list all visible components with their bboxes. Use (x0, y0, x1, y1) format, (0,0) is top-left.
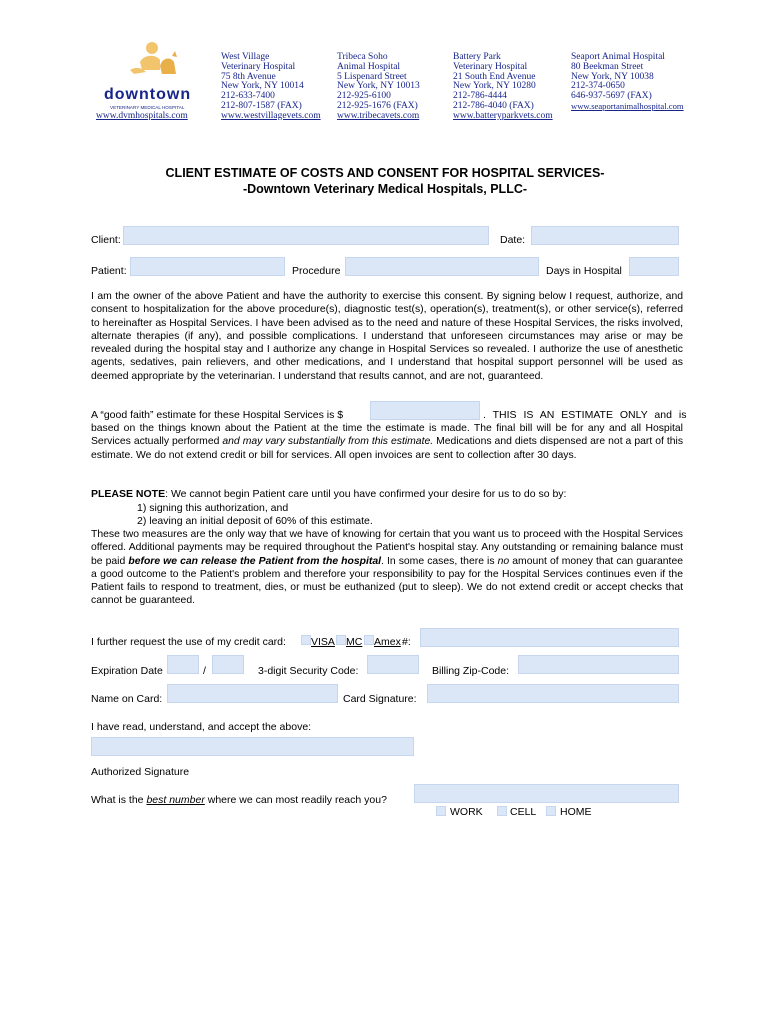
location-west-village (221, 53, 321, 122)
please-note (91, 488, 566, 500)
logo-subtitle: VETERINARY MEDICAL HOSPITAL (110, 105, 185, 110)
visa-checkbox[interactable] (301, 635, 311, 645)
best-number-field[interactable] (414, 784, 679, 803)
estimate-text: Medications and diets dispensed are not a part of this estimate. We do not extend credit or bill for services. All open invoices are sent to collection after 30 days. (91, 436, 684, 461)
location-line: New York, NY 10014 (221, 81, 304, 92)
location-line: Seaport Animal Hospital (571, 52, 665, 62)
estimate-label-end: . THIS IS AN ESTIMATE ONLY and is (483, 409, 687, 421)
location-line: New York, NY 10280 (453, 81, 536, 92)
location-line: New York, NY 10038 (571, 71, 654, 82)
note-paragraph (91, 528, 683, 608)
note-text: . In some cases, there is (381, 555, 498, 567)
card-number-label: #: (402, 636, 411, 648)
procedure-field[interactable] (345, 257, 539, 276)
logo (96, 40, 198, 110)
amex-label: Amex (374, 636, 401, 648)
location-tribeca (337, 53, 420, 122)
cell-label: CELL (510, 806, 537, 818)
location-url[interactable]: www.seaportanimalhospital.com (571, 100, 684, 111)
location-line: 212-786-4040 (FAX) (453, 100, 534, 111)
location-line: West Village (221, 52, 270, 62)
estimate-label: A “good faith” estimate for these Hospital Services is $ (91, 409, 344, 421)
question-emphasis: best number (146, 794, 205, 806)
location-line: Battery Park (453, 52, 501, 62)
patient-label: Patient: (91, 265, 127, 277)
days-in-hospital-label: Days in Hospital (546, 265, 622, 277)
name-on-card-field[interactable] (167, 684, 338, 703)
note-bold-text: before we can release the Patient from the hospital (128, 555, 382, 567)
card-signature-label: Card Signature: (343, 693, 417, 705)
billing-zip-field[interactable] (518, 655, 679, 674)
work-checkbox[interactable] (436, 806, 446, 816)
days-in-hospital-field[interactable] (629, 257, 679, 276)
estimate-amount-field[interactable] (370, 401, 480, 420)
name-on-card-label: Name on Card: (91, 693, 163, 705)
security-code-field[interactable] (367, 655, 419, 674)
best-number-question (91, 794, 387, 806)
acceptance-signature-field[interactable] (91, 737, 414, 756)
location-line: Tribeca Soho (337, 52, 388, 62)
please-note-label: PLEASE NOTE (91, 488, 166, 500)
billing-zip-label: Billing Zip-Code: (432, 665, 510, 677)
security-code-label: 3-digit Security Code: (258, 665, 359, 677)
estimate-text: based on the things known about the Patient at the time the estimate is made. The final bill will be for any and all Hospital Services actually performed (91, 423, 683, 448)
mc-checkbox[interactable] (336, 635, 346, 645)
page-title: CLIENT ESTIMATE OF COSTS AND CONSENT FOR HOSPITAL SERVICES- (165, 166, 605, 180)
location-line: 646-937-5697 (FAX) (571, 91, 652, 102)
logo-name: downtown (104, 86, 192, 103)
client-label: Client: (91, 234, 121, 246)
location-url[interactable]: www.tribecavets.com (337, 110, 420, 121)
note-item-1: 1) signing this authorization, and (137, 502, 289, 514)
location-line: 212-786-4444 (453, 91, 507, 102)
mc-label: MC (346, 636, 363, 648)
page-subtitle: -Downtown Veterinary Medical Hospitals, PLLC- (242, 182, 528, 196)
card-signature-field[interactable] (427, 684, 679, 703)
location-line: 212-925-1676 (FAX) (337, 100, 418, 111)
location-line: 212-925-6100 (337, 91, 391, 102)
location-line: 5 Lispenard Street (337, 71, 407, 82)
card-request-label: I further request the use of my credit card: (91, 636, 286, 648)
please-note-intro: : We cannot begin Patient care until you have confirmed your desire for us to do so by: (165, 488, 567, 500)
logo-url[interactable]: www.dvmhospitals.com (96, 111, 188, 121)
cell-checkbox[interactable] (497, 806, 507, 816)
expiration-month-field[interactable] (167, 655, 199, 674)
note-italic-text: no (497, 555, 510, 567)
authorized-signature-label: Authorized Signature (91, 766, 190, 778)
home-label: HOME (560, 806, 592, 818)
client-field[interactable] (123, 226, 489, 245)
location-line: 21 South End Avenue (453, 71, 536, 82)
note-text: These two measures are the only way that we have of knowing for certain that you want us to proceed with the Hospital Services offered. Additional payments may be required throughout the Patient's hospital stay. Any outstanding or remaining balance must be paid (91, 529, 683, 567)
patient-field[interactable] (130, 257, 285, 276)
work-label: WORK (450, 806, 483, 818)
expiration-slash: / (203, 665, 206, 677)
card-number-field[interactable] (420, 628, 679, 647)
location-line: Animal Hospital (337, 61, 401, 72)
location-url[interactable]: www.batteryparkvets.com (453, 110, 553, 121)
location-seaport (571, 53, 684, 112)
location-line: Veterinary Hospital (221, 61, 296, 72)
estimate-paragraph (91, 422, 683, 462)
question-text: What is the (91, 794, 147, 806)
consent-paragraph: I am the owner of the above Patient and have the authority to exercise this consent. By signing below I request, authorize, and consent to hospitalization for the above procedure(s), diagnostic test(s), operation(s), treatment(s), or other service(s), referred to hereinafter as Hospital Services. I have been advised as to the need and nature of these Hospital Services, the risks involved, alternate therapies (if any), and possible complications. I understand that unforeseen circumstances may arise or may be revealed during the hospital stay and I authorize any change in Hospital Services so revealed. I authorize the use of anesthetic agents, sedatives, pain relievers, and other medications, and I understand that hospital support personnel will be used as deemed appropriate by the veterinarian. I understand that results cannot, and are not, guaranteed. (91, 291, 683, 382)
location-line: 212-374-0650 (571, 81, 625, 92)
location-line: 212-807-1587 (FAX) (221, 100, 302, 111)
home-checkbox[interactable] (546, 806, 556, 816)
amex-checkbox[interactable] (364, 635, 374, 645)
note-item-2: 2) leaving an initial deposit of 60% of this estimate. (137, 515, 373, 527)
dog-cat-logo-icon (126, 40, 182, 86)
location-line: New York, NY 10013 (337, 81, 420, 92)
note-text: amount of money that can guarantee a good outcome to the Patient's problem and therefore your responsibility to pay for the Hospital Services continues even if the Patient fails to respond to treatment, dies, or must be euthanized (put to sleep). We do not extend credit or accept checks that cannot be guaranteed. (91, 555, 684, 607)
expiration-year-field[interactable] (212, 655, 244, 674)
location-line: 75 8th Avenue (221, 71, 276, 82)
procedure-label: Procedure (292, 265, 341, 277)
location-url[interactable]: www.westvillagevets.com (221, 110, 321, 121)
visa-label: VISA (311, 636, 335, 648)
question-text: where we can most readily reach you? (204, 794, 387, 806)
date-field[interactable] (531, 226, 679, 245)
location-line: 212-633-7400 (221, 91, 275, 102)
location-battery-park (453, 53, 553, 122)
accept-label: I have read, understand, and accept the above: (91, 721, 312, 733)
expiration-label: Expiration Date (91, 665, 163, 677)
estimate-italic-text: and may vary substantially from this estimate. (222, 436, 434, 448)
location-line: Veterinary Hospital (453, 61, 528, 72)
date-label: Date: (500, 234, 526, 246)
location-line: 80 Beekman Street (571, 61, 644, 72)
